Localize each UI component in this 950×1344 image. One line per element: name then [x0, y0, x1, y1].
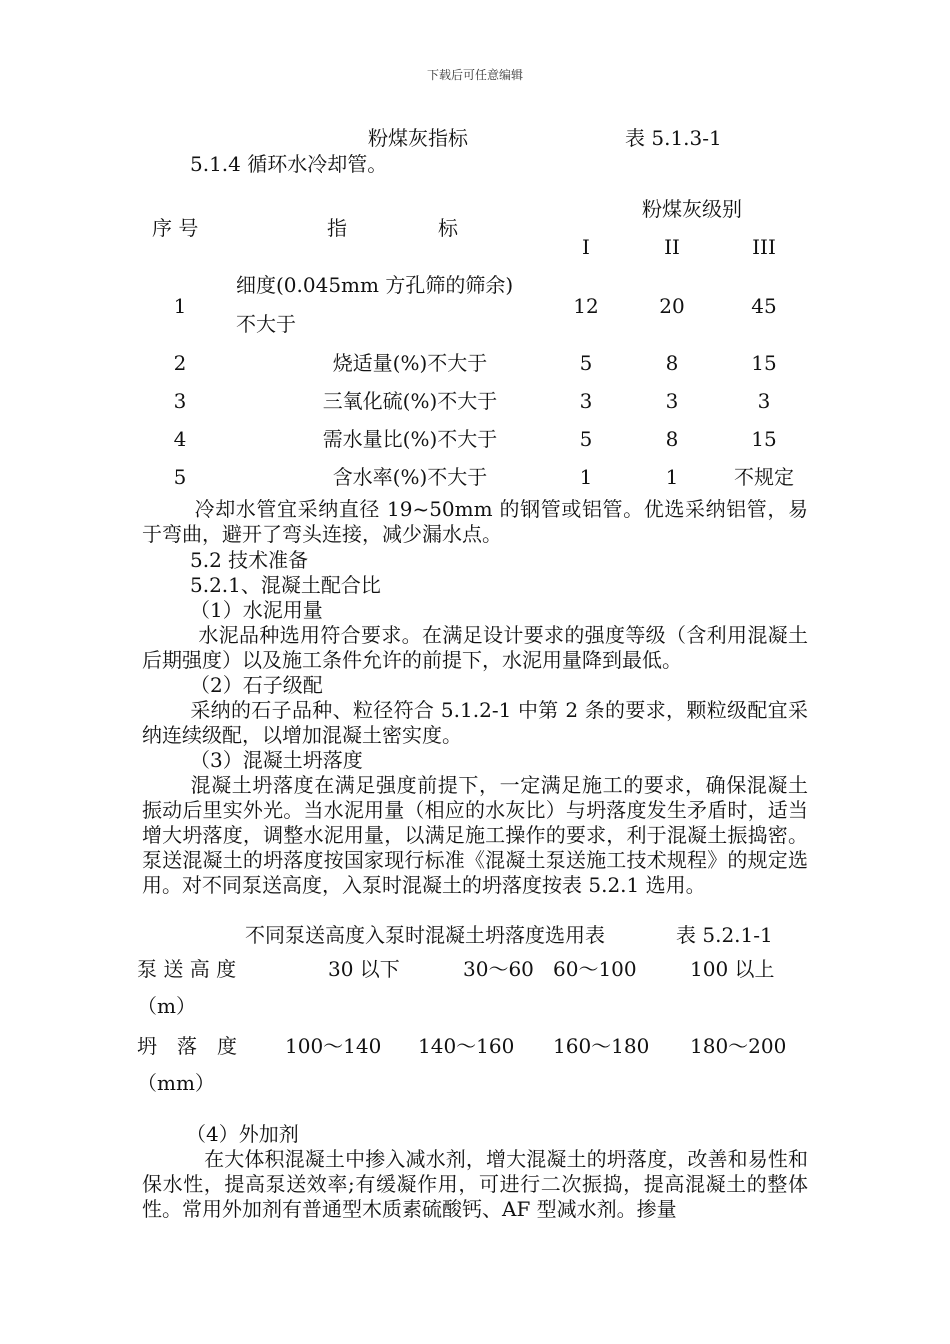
- heading-aggregate: （2）石子级配: [190, 673, 323, 697]
- table1-row5-val2: 1: [665, 465, 679, 489]
- table1-col-group: 粉煤灰级别: [642, 197, 742, 221]
- table2-row1-val1: 30 以下: [328, 957, 400, 981]
- table1-col-index-b: 标: [438, 216, 458, 240]
- paragraph-aggregate-text: 采纳的石子品种、粒径符合 5.1.2-1 中第 2 条的要求，颗粒级配宜采纳连续级配，以增加混凝土密实度。: [142, 698, 808, 747]
- heading-admixture: （4）外加剂: [186, 1122, 299, 1146]
- table1-row3-seq: 3: [173, 389, 187, 413]
- table2-row1-val3: 60～100: [553, 957, 637, 981]
- page-header: 下载后可任意编辑: [426, 68, 523, 82]
- table1-row4-val3: 15: [751, 427, 777, 451]
- table2-row1-label: 泵 送 高 度: [137, 957, 237, 981]
- table1-col-seq: 序 号: [152, 216, 199, 240]
- table1-row1-name-line1: 细度(0.045mm 方孔筛的筛余): [236, 273, 514, 297]
- table1-row1-val3: 45: [751, 294, 777, 318]
- table1-row2-val3: 15: [751, 351, 777, 375]
- table2-row1-val2: 30～60: [463, 957, 534, 981]
- paragraph-slump: [142, 773, 808, 898]
- table1-row2-seq: 2: [173, 351, 187, 375]
- table1-row2-val1: 5: [579, 351, 593, 375]
- table2-row1-unit: （m）: [137, 994, 196, 1018]
- table1-row5-val3: 不规定: [734, 465, 794, 489]
- paragraph-cement: [142, 623, 808, 673]
- table1-row4-seq: 4: [173, 427, 187, 451]
- table2-row2-val2: 140～160: [418, 1034, 515, 1058]
- table1-number: 表 5.1.3-1: [625, 126, 722, 150]
- table1-row4-val2: 8: [665, 427, 679, 451]
- table2-row2-label: 坍 落 度: [137, 1034, 237, 1058]
- table1-row4-val1: 5: [579, 427, 593, 451]
- table1-row3-val2: 3: [665, 389, 679, 413]
- table1-row5-val1: 1: [579, 465, 593, 489]
- table2-row2-val4: 180～200: [690, 1034, 787, 1058]
- table1-row1-seq: 1: [173, 294, 187, 318]
- table2-row2-val1: 100～140: [285, 1034, 382, 1058]
- table2-row1-val4: 100 以上: [690, 957, 775, 981]
- table2-caption: 不同泵送高度入泵时混凝土坍落度选用表: [245, 923, 605, 947]
- table1-row3-val3: 3: [757, 389, 771, 413]
- paragraph-cooling-pipe-text: 冷却水管宜采纳直径 19~50mm 的钢管或铝管。优选采纳铝管，易于弯曲，避开了弯头连接，减少漏水点。: [142, 497, 808, 546]
- heading-5-2: 5.2 技术准备: [190, 548, 309, 572]
- table1-row3-val1: 3: [579, 389, 593, 413]
- paragraph-admixture-text: 在大体积混凝土中掺入减水剂，增大混凝土的坍落度，改善和易性和保水性，提高泵送效率;有缓凝作用，可进行二次振捣，提高混凝土的整体性。常用外加剂有普通型木质素硫酸钙、AF 型减水剂。掺量: [142, 1147, 808, 1221]
- table2-number: 表 5.2.1-1: [676, 923, 773, 947]
- table1-row2-val2: 8: [665, 351, 679, 375]
- table1-row1-val1: 12: [573, 294, 599, 318]
- section-heading-514: 5.1.4 循环水冷却管。: [190, 152, 388, 176]
- table1-col-index-a: 指: [327, 216, 347, 240]
- heading-5-2-1: 5.2.1、混凝土配合比: [190, 573, 381, 597]
- table1-grade-1: I: [582, 235, 590, 259]
- table1-row5-seq: 5: [173, 465, 187, 489]
- paragraph-slump-text: 混凝土坍落度在满足强度前提下，一定满足施工的要求，确保混凝土振动后里实外光。当水泥用量（相应的水灰比）与坍落度发生矛盾时，适当增大坍落度，调整水泥用量，以满足施工操作的要求，利于混凝土振捣密。泵送混凝土的坍落度按国家现行标准《混凝土泵送施工技术规程》的规定选用。对不同泵送高度，入泵时混凝土的坍落度按表 5.2.1 选用。: [142, 773, 808, 897]
- table1-title: 粉煤灰指标: [368, 126, 468, 150]
- paragraph-admixture: [142, 1147, 808, 1222]
- table1-row1-name-line2: 不大于: [236, 312, 296, 336]
- table1-row3-name: 三氧化硫(%)不大于: [322, 389, 498, 413]
- paragraph-cement-text: 水泥品种选用符合要求。在满足设计要求的强度等级（含利用混凝土后期强度）以及施工条件允许的前提下，水泥用量降到最低。: [142, 623, 808, 672]
- table2-row2-val3: 160～180: [553, 1034, 650, 1058]
- table1-grade-3: III: [752, 235, 776, 259]
- table1-row1-val2: 20: [659, 294, 685, 318]
- paragraph-cooling-pipe: [142, 497, 808, 547]
- table1-grade-2: II: [664, 235, 680, 259]
- table1-row2-name: 烧适量(%)不大于: [332, 351, 488, 375]
- heading-cement: （1）水泥用量: [190, 598, 323, 622]
- heading-slump: （3）混凝土坍落度: [190, 748, 363, 772]
- table2-row2-unit: （mm）: [137, 1071, 215, 1095]
- table1-row4-name: 需水量比(%)不大于: [322, 427, 498, 451]
- paragraph-aggregate: [142, 698, 808, 748]
- table1-row5-name: 含水率(%)不大于: [332, 465, 488, 489]
